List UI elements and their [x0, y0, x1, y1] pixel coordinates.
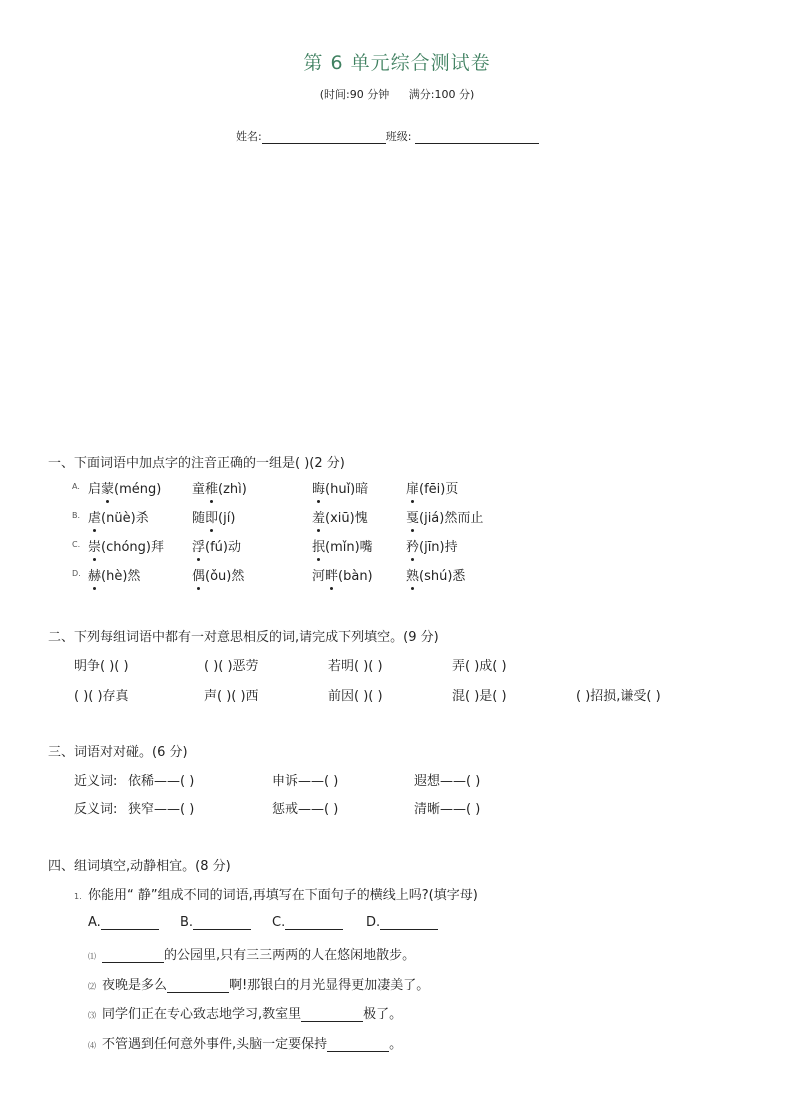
q2-item: 声( )( )西	[204, 689, 259, 704]
antonym-item: 清晰——( )	[414, 802, 481, 817]
q1-option-row	[72, 565, 532, 583]
sentence-post: 。	[389, 1037, 403, 1052]
sentence-post: 啊!那银白的月光显得更加凄美了。	[229, 978, 430, 993]
pinyin-text: (ǒu)然	[205, 569, 245, 584]
option-blank[interactable]	[380, 917, 438, 930]
sentence-number: ⑴	[88, 952, 96, 961]
pinyin-word	[406, 536, 458, 555]
q4-sentence-4	[88, 1033, 402, 1052]
dotted-character: 畔	[325, 569, 339, 584]
q1-option-row	[72, 536, 532, 554]
pinyin-word	[406, 478, 458, 497]
q2-item: 混( )是( )	[452, 689, 507, 704]
pinyin-text: (mǐn)嘴	[325, 540, 373, 555]
pinyin-text: (fēi)页	[419, 482, 459, 497]
student-info-line	[236, 128, 539, 144]
q4-sentence-2	[88, 974, 429, 993]
q2-item: 弄( )成( )	[452, 659, 507, 674]
pinyin-word	[312, 478, 368, 497]
pinyin-text: (bàn)	[338, 569, 373, 584]
dotted-character: 稚	[205, 482, 219, 497]
q2-heading: 二、下列每组词语中都有一对意思相反的词,请完成下列填空。(9 分)	[48, 630, 439, 645]
q2-item: 前因( )( )	[328, 689, 383, 704]
sentence-blank[interactable]	[167, 980, 229, 993]
sentence-blank[interactable]	[102, 950, 164, 963]
sentence-pre: 夜晚是多么	[102, 978, 168, 993]
dotted-character: 扉	[406, 482, 420, 497]
dotted-character: 虐	[88, 511, 102, 526]
pinyin-text: (chóng)拜	[101, 540, 164, 555]
pinyin-text: (méng)	[114, 482, 162, 497]
pinyin-word	[406, 507, 483, 526]
antonym-item: 狭窄——( )	[128, 802, 195, 817]
pinyin-word	[312, 536, 373, 555]
dotted-character: 赫	[88, 569, 102, 584]
sentence-number: ⑷	[88, 1041, 96, 1050]
pinyin-text: (huǐ)暗	[325, 482, 369, 497]
q2-item: ( )( )恶劳	[204, 659, 259, 674]
pinyin-word	[312, 507, 368, 526]
pinyin-text: (zhì)	[218, 482, 247, 497]
pinyin-word	[192, 565, 244, 584]
pinyin-word	[192, 478, 247, 497]
sentence-pre: 不管遇到任何意外事件,头脑一定要保持	[102, 1037, 328, 1052]
synonym-item: 依稀——( )	[128, 774, 195, 789]
pinyin-text: (jiá)然而止	[419, 511, 484, 526]
word-prefix: 童	[192, 482, 206, 497]
pinyin-text: (xiū)愧	[325, 511, 368, 526]
q4-options	[88, 915, 488, 933]
q1-option-row	[72, 507, 532, 525]
option-label: A.	[88, 915, 101, 930]
synonym-label: 近义词:	[74, 774, 118, 789]
q3-synonyms	[74, 770, 574, 788]
q4-item-1	[74, 884, 478, 903]
option-label: B.	[180, 915, 194, 930]
pinyin-text: (fú)动	[205, 540, 241, 555]
pinyin-text: (hè)然	[101, 569, 141, 584]
dotted-character: 矜	[406, 540, 420, 555]
pinyin-word	[312, 565, 373, 584]
q4-sentence-1	[88, 944, 415, 963]
pinyin-word	[406, 565, 465, 584]
sentence-post: 极了。	[363, 1007, 403, 1022]
pinyin-word	[88, 565, 140, 584]
dotted-character: 晦	[312, 482, 326, 497]
option-letter: C.	[72, 540, 81, 549]
exam-info	[0, 86, 794, 102]
class-field[interactable]	[415, 131, 539, 144]
dotted-character: 熟	[406, 569, 420, 584]
time-limit: (时间:90 分钟	[319, 88, 390, 101]
option-blank[interactable]	[285, 917, 343, 930]
dotted-character: 浮	[192, 540, 206, 555]
option-letter: D.	[72, 569, 81, 578]
synonym-item: 遐想——( )	[414, 774, 481, 789]
q4-heading: 四、组词填空,动静相宜。(8 分)	[48, 859, 231, 874]
q2-item: ( )招损,谦受( )	[576, 689, 661, 704]
sentence-pre: 同学们正在专心致志地学习,教室里	[102, 1007, 302, 1022]
word-prefix: 河	[312, 569, 326, 584]
name-label: 姓名:	[236, 130, 262, 143]
sentence-number: ⑶	[88, 1011, 96, 1020]
item-number: 1.	[74, 892, 82, 901]
dotted-character: 蒙	[101, 482, 115, 497]
option-letter: A.	[72, 482, 80, 491]
q1-heading: 一、下面词语中加点字的注音正确的一组是( )(2 分)	[48, 456, 345, 471]
option-label: D.	[366, 915, 381, 930]
item-text: 你能用“ 静”组成不同的词语,再填写在下面句子的横线上吗?(填字母)	[88, 888, 478, 903]
word-prefix: 启	[88, 482, 102, 497]
option-blank[interactable]	[101, 917, 159, 930]
q3-heading: 三、词语对对碰。(6 分)	[48, 745, 188, 760]
q3-antonyms	[74, 798, 574, 816]
q1-option-row	[72, 478, 532, 496]
q2-row-1	[74, 655, 754, 673]
sentence-blank[interactable]	[327, 1039, 389, 1052]
pinyin-text: (jí)	[218, 511, 236, 526]
option-letter: B.	[72, 511, 81, 520]
pinyin-word	[192, 507, 235, 526]
page-title: 第 6 单元综合测试卷	[303, 52, 491, 74]
class-label: 班级:	[385, 130, 412, 143]
sentence-blank[interactable]	[301, 1009, 363, 1022]
pinyin-text: (jīn)持	[419, 540, 458, 555]
pinyin-word	[88, 507, 149, 526]
q4-sentence-3	[88, 1003, 402, 1022]
pinyin-text: (shú)悉	[419, 569, 466, 584]
sentence-post: 的公园里,只有三三两两的人在悠闲地散步。	[164, 948, 416, 963]
option-label: C.	[272, 915, 286, 930]
q2-item: ( )( )存真	[74, 689, 129, 704]
q2-item: 若明( )( )	[328, 659, 383, 674]
pinyin-word	[192, 536, 241, 555]
option-blank[interactable]	[193, 917, 251, 930]
word-prefix: 随	[192, 511, 206, 526]
pinyin-text: (nüè)杀	[101, 511, 149, 526]
q2-item: 明争( )( )	[74, 659, 129, 674]
q2-row-2	[74, 685, 754, 703]
dotted-character: 戛	[406, 511, 420, 526]
antonym-item: 惩戒——( )	[272, 802, 339, 817]
dotted-character: 羞	[312, 511, 326, 526]
dotted-character: 即	[205, 511, 219, 526]
dotted-character: 崇	[88, 540, 102, 555]
antonym-label: 反义词:	[74, 802, 118, 817]
synonym-item: 申诉——( )	[272, 774, 339, 789]
pinyin-word	[88, 536, 164, 555]
name-field[interactable]	[262, 131, 386, 144]
pinyin-word	[88, 478, 161, 497]
dotted-character: 抿	[312, 540, 326, 555]
dotted-character: 偶	[192, 569, 206, 584]
full-score: 满分:100 分)	[408, 88, 475, 101]
sentence-number: ⑵	[88, 982, 96, 991]
